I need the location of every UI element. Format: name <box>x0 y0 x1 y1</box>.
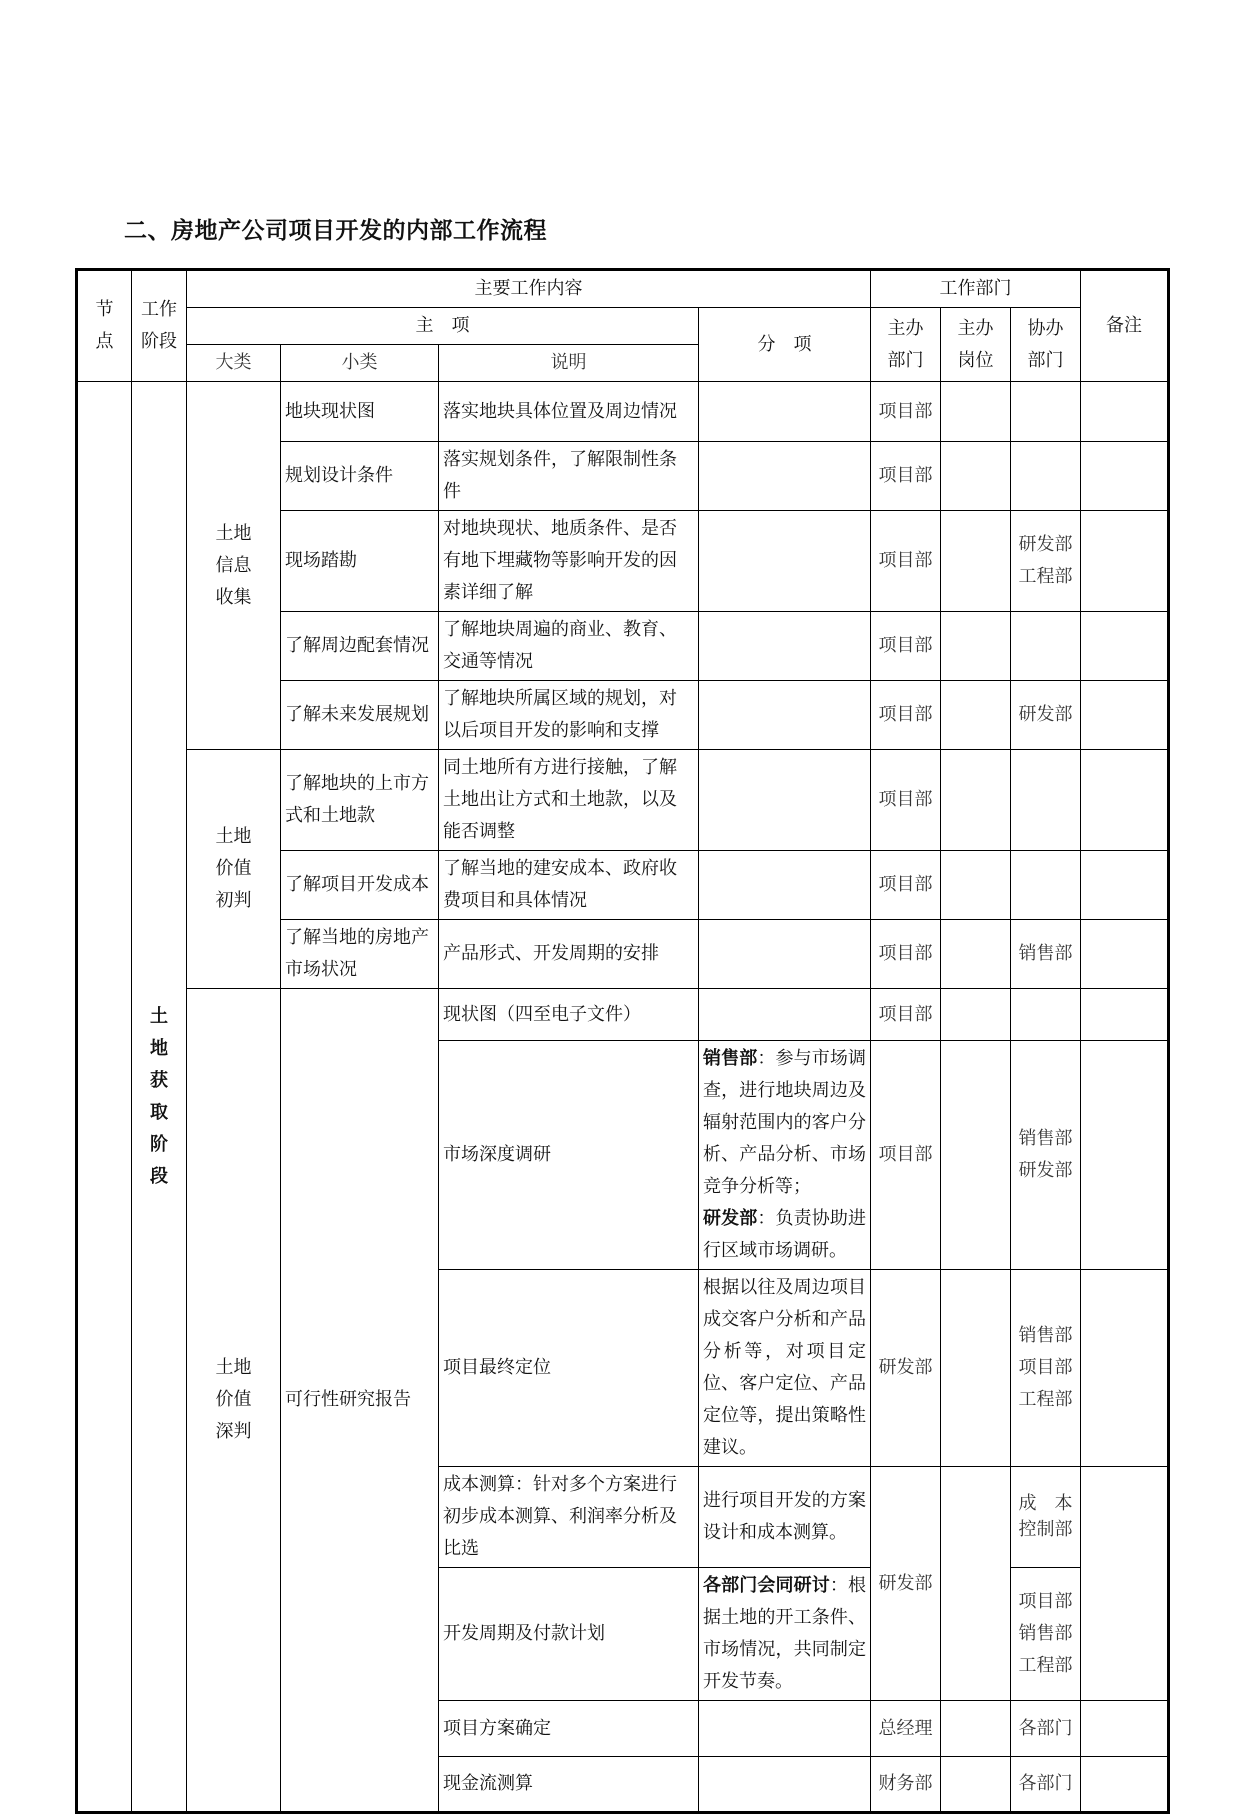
category-cell: 土地 价值 初判 <box>187 750 281 989</box>
lead-post-cell <box>941 511 1011 612</box>
lead-post-cell <box>941 1701 1011 1757</box>
sub-item-cell <box>699 1701 871 1757</box>
lead-post-cell <box>941 851 1011 920</box>
assist-dept-cell: 销售部 <box>1011 920 1081 989</box>
workflow-table <box>75 268 1170 1814</box>
lead-post-cell <box>941 1270 1011 1467</box>
assist-dept-cell <box>1011 382 1081 442</box>
assist-dept-cell: 销售部 研发部 <box>1011 1041 1081 1270</box>
description-cell: 了解地块周遍的商业、教育、交通等情况 <box>439 612 699 681</box>
category-cell: 土地 价值 深判 <box>187 989 281 1813</box>
lead-dept-cell: 项目部 <box>871 851 941 920</box>
assist-dept-cell: 研发部 <box>1011 681 1081 750</box>
lead-dept-cell: 项目部 <box>871 681 941 750</box>
assist-dept-cell: 销售部 项目部 工程部 <box>1011 1270 1081 1467</box>
sub-item-cell <box>699 851 871 920</box>
remark-cell <box>1081 1467 1169 1701</box>
header-main-content: 主要工作内容 <box>187 270 871 308</box>
remark-cell <box>1081 681 1169 750</box>
header-category: 大类 <box>187 345 281 382</box>
description-cell: 项目最终定位 <box>439 1270 699 1467</box>
description-cell: 产品形式、开发周期的安排 <box>439 920 699 989</box>
remark-cell <box>1081 612 1169 681</box>
subcategory-cell: 了解地块的上市方式和土地款 <box>281 750 439 851</box>
description-cell: 成本测算：针对多个方案进行初步成本测算、利润率分析及比选 <box>439 1467 699 1568</box>
description-cell: 落实地块具体位置及周边情况 <box>439 382 699 442</box>
lead-post-cell <box>941 989 1011 1041</box>
description-cell: 落实规划条件，了解限制性条件 <box>439 442 699 511</box>
subcategory-cell: 地块现状图 <box>281 382 439 442</box>
sub-item-cell <box>699 382 871 442</box>
lead-dept-cell: 研发部 <box>871 1467 941 1701</box>
remark-cell <box>1081 920 1169 989</box>
header-work-dept: 工作部门 <box>871 270 1081 308</box>
sub-item-cell: 销售部：参与市场调查，进行地块周边及辐射范围内的客户分析、产品分析、市场竞争分析等； 研发部：负责协助进行区域市场调研。 <box>699 1041 871 1270</box>
sub-item-cell: 各部门会同研讨：根据土地的开工条件、市场情况，共同制定开发节奏。 <box>699 1568 871 1701</box>
description-cell: 现状图（四至电子文件） <box>439 989 699 1041</box>
description-cell: 了解地块所属区域的规划，对以后项目开发的影响和支撑 <box>439 681 699 750</box>
assist-dept-cell <box>1011 442 1081 511</box>
lead-post-cell <box>941 1041 1011 1270</box>
lead-dept-cell: 总经理 <box>871 1701 941 1757</box>
description-cell: 对地块现状、地质条件、是否有地下埋藏物等影响开发的因素详细了解 <box>439 511 699 612</box>
remark-cell <box>1081 989 1169 1041</box>
stage-name: 土 地 获 取 阶 段 <box>132 382 187 1813</box>
assist-dept-cell: 研发部 工程部 <box>1011 511 1081 612</box>
header-assist-dept: 协办 部门 <box>1011 308 1081 382</box>
description-cell: 市场深度调研 <box>439 1041 699 1270</box>
header-remark: 备注 <box>1081 270 1169 382</box>
subcategory-cell: 可行性研究报告 <box>281 989 439 1813</box>
assist-dept-cell: 各部门 <box>1011 1701 1081 1757</box>
lead-post-cell <box>941 442 1011 511</box>
category-cell: 土地 信息 收集 <box>187 382 281 750</box>
remark-cell <box>1081 1701 1169 1757</box>
sub-item-cell <box>699 750 871 851</box>
header-node: 节 点 <box>77 270 132 382</box>
assist-dept-cell: 成 本控制部 <box>1011 1467 1081 1568</box>
lead-dept-cell: 项目部 <box>871 382 941 442</box>
lead-post-cell <box>941 1467 1011 1701</box>
sub-item-cell: 进行项目开发的方案设计和成本测算。 <box>699 1467 871 1568</box>
lead-dept-cell: 项目部 <box>871 1041 941 1270</box>
remark-cell <box>1081 442 1169 511</box>
lead-dept-cell: 项目部 <box>871 989 941 1041</box>
header-lead-dept: 主办 部门 <box>871 308 941 382</box>
lead-post-cell <box>941 612 1011 681</box>
lead-dept-cell: 项目部 <box>871 442 941 511</box>
remark-cell <box>1081 1041 1169 1270</box>
subcategory-cell: 了解项目开发成本 <box>281 851 439 920</box>
description-cell: 开发周期及付款计划 <box>439 1568 699 1701</box>
description-cell: 项目方案确定 <box>439 1701 699 1757</box>
page-title: 二、房地产公司项目开发的内部工作流程 <box>124 218 547 244</box>
header-lead-post: 主办 岗位 <box>941 308 1011 382</box>
sub-item-cell <box>699 920 871 989</box>
remark-cell <box>1081 382 1169 442</box>
lead-dept-cell: 项目部 <box>871 612 941 681</box>
remark-cell <box>1081 1270 1169 1467</box>
subcategory-cell: 了解当地的房地产市场状况 <box>281 920 439 989</box>
sub-item-cell <box>699 612 871 681</box>
sub-item-cell <box>699 681 871 750</box>
assist-dept-cell <box>1011 612 1081 681</box>
sub-item-cell <box>699 1757 871 1813</box>
sub-item-cell: 根据以往及周边项目成交客户分析和产品分析等，对项目定位、客户定位、产品定位等，提出策略性建议。 <box>699 1270 871 1467</box>
subcategory-cell: 现场踏勘 <box>281 511 439 612</box>
lead-dept-cell: 财务部 <box>871 1757 941 1813</box>
subcategory-cell: 了解未来发展规划 <box>281 681 439 750</box>
assist-dept-cell: 项目部 销售部 工程部 <box>1011 1568 1081 1701</box>
assist-dept-cell <box>1011 750 1081 851</box>
remark-cell <box>1081 851 1169 920</box>
header-sub-item: 分 项 <box>699 308 871 382</box>
lead-post-cell <box>941 681 1011 750</box>
table-row <box>77 382 1169 442</box>
table-row <box>77 989 1169 1041</box>
lead-post-cell <box>941 920 1011 989</box>
assist-dept-cell <box>1011 989 1081 1041</box>
assist-dept-cell <box>1011 851 1081 920</box>
lead-dept-cell: 项目部 <box>871 511 941 612</box>
header-subcategory: 小类 <box>281 345 439 382</box>
sub-item-cell <box>699 511 871 612</box>
subcategory-cell: 规划设计条件 <box>281 442 439 511</box>
header-stage: 工作 阶段 <box>132 270 187 382</box>
lead-dept-cell: 研发部 <box>871 1270 941 1467</box>
lead-post-cell <box>941 750 1011 851</box>
table-row <box>77 750 1169 851</box>
remark-cell <box>1081 511 1169 612</box>
subcategory-cell: 了解周边配套情况 <box>281 612 439 681</box>
sub-item-cell <box>699 989 871 1041</box>
lead-post-cell <box>941 1757 1011 1813</box>
remark-cell <box>1081 1757 1169 1813</box>
lead-dept-cell: 项目部 <box>871 920 941 989</box>
description-cell: 同土地所有方进行接触，了解土地出让方式和土地款，以及能否调整 <box>439 750 699 851</box>
assist-dept-cell: 各部门 <box>1011 1757 1081 1813</box>
header-description: 说明 <box>439 345 699 382</box>
node-cell <box>77 382 132 1813</box>
sub-item-cell <box>699 442 871 511</box>
description-cell: 了解当地的建安成本、政府收费项目和具体情况 <box>439 851 699 920</box>
description-cell: 现金流测算 <box>439 1757 699 1813</box>
lead-dept-cell: 项目部 <box>871 750 941 851</box>
lead-post-cell <box>941 382 1011 442</box>
remark-cell <box>1081 750 1169 851</box>
header-main-item: 主 项 <box>187 308 699 345</box>
